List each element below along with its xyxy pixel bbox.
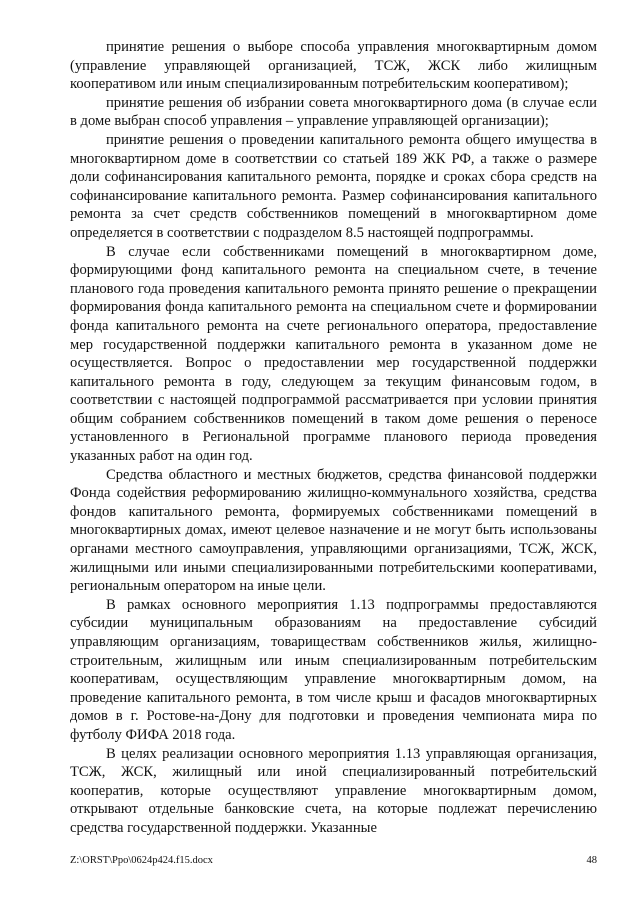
paragraph-house-council: принятие решения об избрании совета многоквартирного дома (в случае если в доме выбран способ управления – управление управляющей организации);: [70, 94, 597, 130]
paragraph-capital-repair-decision: принятие решения о проведении капитального ремонта общего имущества в многоквартирном доме в соответствии со статьей 189 ЖК РФ, а также о размере доли софинансирования капитального ремонта, порядке и сроках сбора средств на софинансирование капитального ремонта. Размер софинансирования капитального ремонта за счет средств собственников помещений в многоквартирном доме определяется в соответствии с подразделом 8.5 настоящей подпрограммы.: [70, 131, 597, 241]
document-body: [70, 38, 597, 838]
paragraph-funds-purpose: Средства областного и местных бюджетов, средства финансовой поддержки Фонда содействия реформированию жилищно-коммунального хозяйства, средства фондов капитального ремонта, формируемых собственниками помещений в многоквартирных домах, имеют целевое назначение и не могут быть использованы органами местного самоуправления, управляющими организациями, ТСЖ, ЖСК, жилищными или иными специализированными потребительскими кооперативами, региональным оператором на иные цели.: [70, 466, 597, 595]
paragraph-bank-accounts: В целях реализации основного мероприятия 1.13 управляющая организация, ТСЖ, ЖСК, жилищный или иной специализированный потребительский кооператив, которые осуществляют управление многоквартирным домом, открывают отдельные банковские счета, на которые подлежат перечислению средства государственной поддержки. Указанные: [70, 745, 597, 836]
paragraph-special-account: В случае если собственниками помещений в многоквартирном доме, формирующими фонд капитального ремонта на специальном счете, в течение планового года проведения капитального ремонта принято решение о прекращении формирования фонда капитального ремонта на специальном счете и формировании фонда капитального ремонта на счете регионального оператора, предоставление мер государственной поддержки капитального ремонта в указанном доме не осуществляется. Вопрос о предоставлении мер государственной поддержки капитального ремонта в году, следующем за текущим финансовым годом, в соответствии с настоящей подпрограммой рассматривается при условии принятия общим собранием собственников помещений в таком доме решения о переносе установленного в Региональной программе планового периода проведения указанных работ на один год.: [70, 243, 597, 465]
paragraph-management-method: принятие решения о выборе способа управления многоквартирным домом (управление управляющей организацией, ТСЖ, ЖСК либо жилищным кооперативом или иным специализированным потребительским кооперативом);: [70, 39, 597, 93]
paragraph-subsidies: В рамках основного мероприятия 1.13 подпрограммы предоставляются субсидии муниципальным образованиям на предоставление субсидий управляющим организациям, товариществам собственников жилья, жилищно-строительным, жилищным или иным специализированным потребительским кооперативам, осуществляющим управление многоквартирным домом, на проведение капитального ремонта, в том числе крыш и фасадов многоквартирных домов в г. Ростове-на-Дону для подготовки и проведения чемпионата мира по футболу ФИФА 2018 года.: [70, 596, 597, 743]
footer-file-path: Z:\ORST\Ppo\0624p424.f15.docx: [70, 855, 213, 866]
page-number: 48: [586, 855, 597, 866]
